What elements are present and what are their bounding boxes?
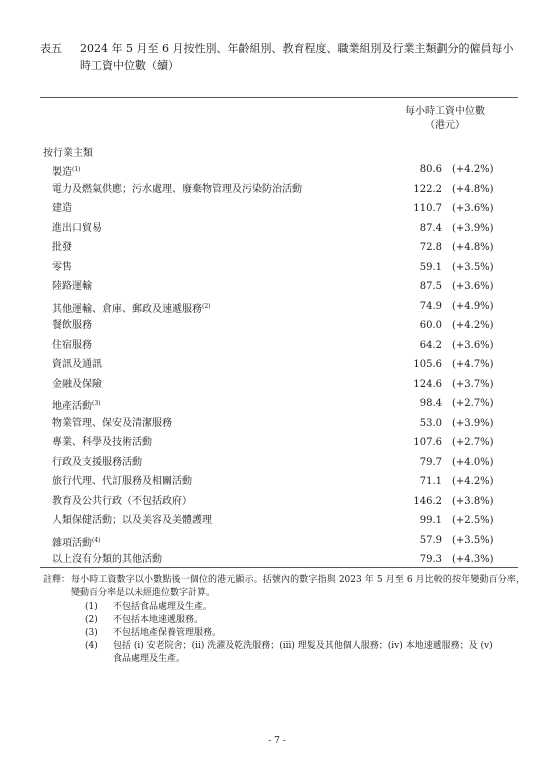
- yoy-change: (+3.6%): [452, 281, 494, 292]
- industry-label: [52, 495, 192, 509]
- yoy-change: (+3.7%): [452, 378, 494, 390]
- table-row: [0, 241, 554, 261]
- note-text: 不包括食品處理及生產。: [113, 602, 213, 612]
- industry-label: [52, 261, 72, 275]
- industry-label: [52, 514, 212, 528]
- industry-label: [52, 456, 142, 470]
- table-row: [0, 534, 554, 554]
- table-row: [0, 475, 554, 495]
- industry-label: [52, 534, 101, 551]
- page-number: - 7 -: [268, 736, 286, 746]
- median-hourly-wage: 64.2: [419, 339, 442, 351]
- industry-label: [52, 553, 162, 567]
- table-body: [0, 163, 554, 573]
- industry-label: [52, 202, 72, 216]
- section-label: 按行業主類: [43, 148, 93, 159]
- industry-name: 批發: [52, 242, 72, 253]
- median-hourly-wage: 60.0: [419, 320, 442, 331]
- note-number: (1): [85, 602, 98, 612]
- industry-name: 零售: [52, 261, 72, 273]
- industry-name: 地產活動: [52, 401, 92, 412]
- industry-label: [52, 319, 92, 333]
- footnote-marker: (1): [72, 166, 81, 173]
- industry-name: 物業管理、保安及清潔服務: [52, 417, 172, 429]
- table-row: [0, 397, 554, 417]
- industry-name: 金融及保險: [52, 378, 102, 390]
- note-text: 包括 (i) 安老院舍；(ii) 洗濯及乾洗服務；(iii) 理髮及其他個人服務；(iv) 本地速遞服務；及 (v) 食品處理及生產。: [113, 641, 493, 664]
- table-bottom-rule: [40, 567, 518, 568]
- table-row: [0, 514, 554, 534]
- median-hourly-wage: 71.1: [419, 476, 442, 487]
- industry-name: 進出口貿易: [52, 222, 102, 234]
- yoy-change: (+3.5%): [452, 534, 494, 546]
- industry-name: 專業、科學及技術活動: [52, 437, 152, 448]
- table-row: [0, 300, 554, 320]
- yoy-change: (+3.6%): [452, 339, 494, 351]
- yoy-change: (+4.0%): [452, 456, 494, 468]
- industry-name: 電力及燃氣供應；污水處理、廢棄物管理及污染防治活動: [52, 183, 302, 195]
- industry-name: 以上沒有分類的其他活動: [52, 554, 162, 565]
- median-hourly-wage: 98.4: [419, 398, 442, 409]
- table-row: [0, 183, 554, 203]
- industry-label: [52, 475, 192, 489]
- median-hourly-wage: 53.0: [419, 417, 442, 429]
- industry-name: 餐飲服務: [52, 320, 92, 331]
- yoy-change: (+4.2%): [452, 164, 494, 175]
- median-hourly-wage: 87.4: [419, 222, 442, 234]
- industry-label: [52, 378, 102, 392]
- yoy-change: (+2.7%): [452, 437, 494, 448]
- industry-label: [52, 222, 102, 236]
- yoy-change: (+4.2%): [452, 476, 494, 487]
- median-hourly-wage: 57.9: [419, 534, 442, 546]
- table-title-text: 2024 年 5 月至 6 月按性別、年齡組別、教育程度、職業組別及行業主類劃分的僱員每小時工資中位數（續）: [80, 42, 514, 72]
- notes-main-text: 每小時工資數字以小數點後一個位的港元顯示。括號內的數字指與 2023 年 5 月至 6 月比較的按年變動百分率，變動百分率是以未經進位數字計算。: [71, 575, 525, 598]
- table-top-rule: [40, 97, 518, 98]
- table-row: [0, 339, 554, 359]
- industry-label: [52, 300, 211, 317]
- table-row: [0, 222, 554, 242]
- industry-label: [52, 280, 92, 294]
- table-row: [0, 163, 554, 183]
- column-header-line2: （港元）: [425, 120, 465, 131]
- footnote-marker: (3): [92, 400, 101, 407]
- table-row: [0, 495, 554, 515]
- footnote-marker: (2): [202, 302, 211, 310]
- table-row: [0, 358, 554, 378]
- table-row: [0, 319, 554, 339]
- yoy-change: (+3.9%): [452, 222, 494, 234]
- median-hourly-wage: 79.3: [419, 554, 442, 565]
- yoy-change: (+4.2%): [452, 320, 494, 331]
- industry-name: 製造: [52, 167, 72, 178]
- note-text: 不包括地產保養管理服務。: [113, 628, 222, 638]
- table-row: [0, 202, 554, 222]
- table-number: 表五: [40, 42, 62, 55]
- yoy-change: (+4.8%): [452, 242, 494, 253]
- note-number: (4): [85, 641, 98, 651]
- note-text: 不包括本地速遞服務。: [113, 615, 204, 625]
- industry-label: [52, 183, 302, 197]
- industry-label: [52, 436, 152, 450]
- median-hourly-wage: 146.2: [413, 495, 442, 507]
- note-number: (3): [85, 628, 98, 638]
- yoy-change: (+3.8%): [452, 495, 494, 507]
- industry-label: [52, 417, 172, 431]
- table-row: [0, 378, 554, 398]
- industry-name: 資訊及通訊: [52, 359, 102, 370]
- median-hourly-wage: 59.1: [419, 261, 442, 273]
- note-number: (2): [85, 615, 98, 625]
- table-row: [0, 436, 554, 456]
- yoy-change: (+4.8%): [452, 183, 494, 195]
- yoy-change: (+4.9%): [452, 300, 494, 312]
- industry-label: [52, 241, 72, 255]
- industry-label: [52, 339, 92, 353]
- yoy-change: (+3.9%): [452, 417, 494, 429]
- median-hourly-wage: 74.9: [419, 300, 442, 312]
- industry-name: 建造: [52, 203, 72, 214]
- industry-name: 其他運輸、倉庫、郵政及速遞服務: [52, 303, 202, 315]
- median-hourly-wage: 124.6: [413, 378, 442, 390]
- table-row: [0, 280, 554, 300]
- industry-label: [52, 163, 81, 180]
- table-row: [0, 553, 554, 573]
- industry-name: 雜項活動: [52, 537, 92, 549]
- table-row: [0, 261, 554, 281]
- median-hourly-wage: 72.8: [419, 242, 442, 253]
- industry-name: 住宿服務: [52, 339, 92, 351]
- yoy-change: (+2.7%): [452, 398, 494, 409]
- yoy-change: (+2.5%): [452, 515, 494, 526]
- industry-label: [52, 358, 102, 372]
- yoy-change: (+4.7%): [452, 359, 494, 370]
- median-hourly-wage: 80.6: [419, 164, 442, 175]
- industry-name: 陸路運輸: [52, 281, 92, 292]
- median-hourly-wage: 99.1: [419, 515, 442, 526]
- yoy-change: (+4.3%): [452, 554, 494, 565]
- notes-heading: 註釋：: [43, 575, 71, 585]
- median-hourly-wage: 122.2: [413, 183, 442, 195]
- median-hourly-wage: 87.5: [419, 281, 442, 292]
- table-row: [0, 456, 554, 476]
- median-hourly-wage: 107.6: [413, 437, 442, 448]
- industry-name: 教育及公共行政（不包括政府）: [52, 495, 192, 507]
- median-hourly-wage: 105.6: [413, 359, 442, 370]
- column-header-line1: 每小時工資中位數: [405, 106, 485, 117]
- industry-name: 人類保健活動；以及美容及美體護理: [52, 515, 212, 526]
- industry-name: 旅行代理、代訂服務及相關活動: [52, 476, 192, 487]
- median-hourly-wage: 79.7: [419, 456, 442, 468]
- table-row: [0, 417, 554, 437]
- yoy-change: (+3.6%): [452, 203, 494, 214]
- column-header: [390, 105, 500, 133]
- footnote-marker: (4): [92, 536, 101, 544]
- median-hourly-wage: 110.7: [413, 203, 442, 214]
- yoy-change: (+3.5%): [452, 261, 494, 273]
- industry-label: [52, 397, 101, 414]
- industry-name: 行政及支援服務活動: [52, 456, 142, 468]
